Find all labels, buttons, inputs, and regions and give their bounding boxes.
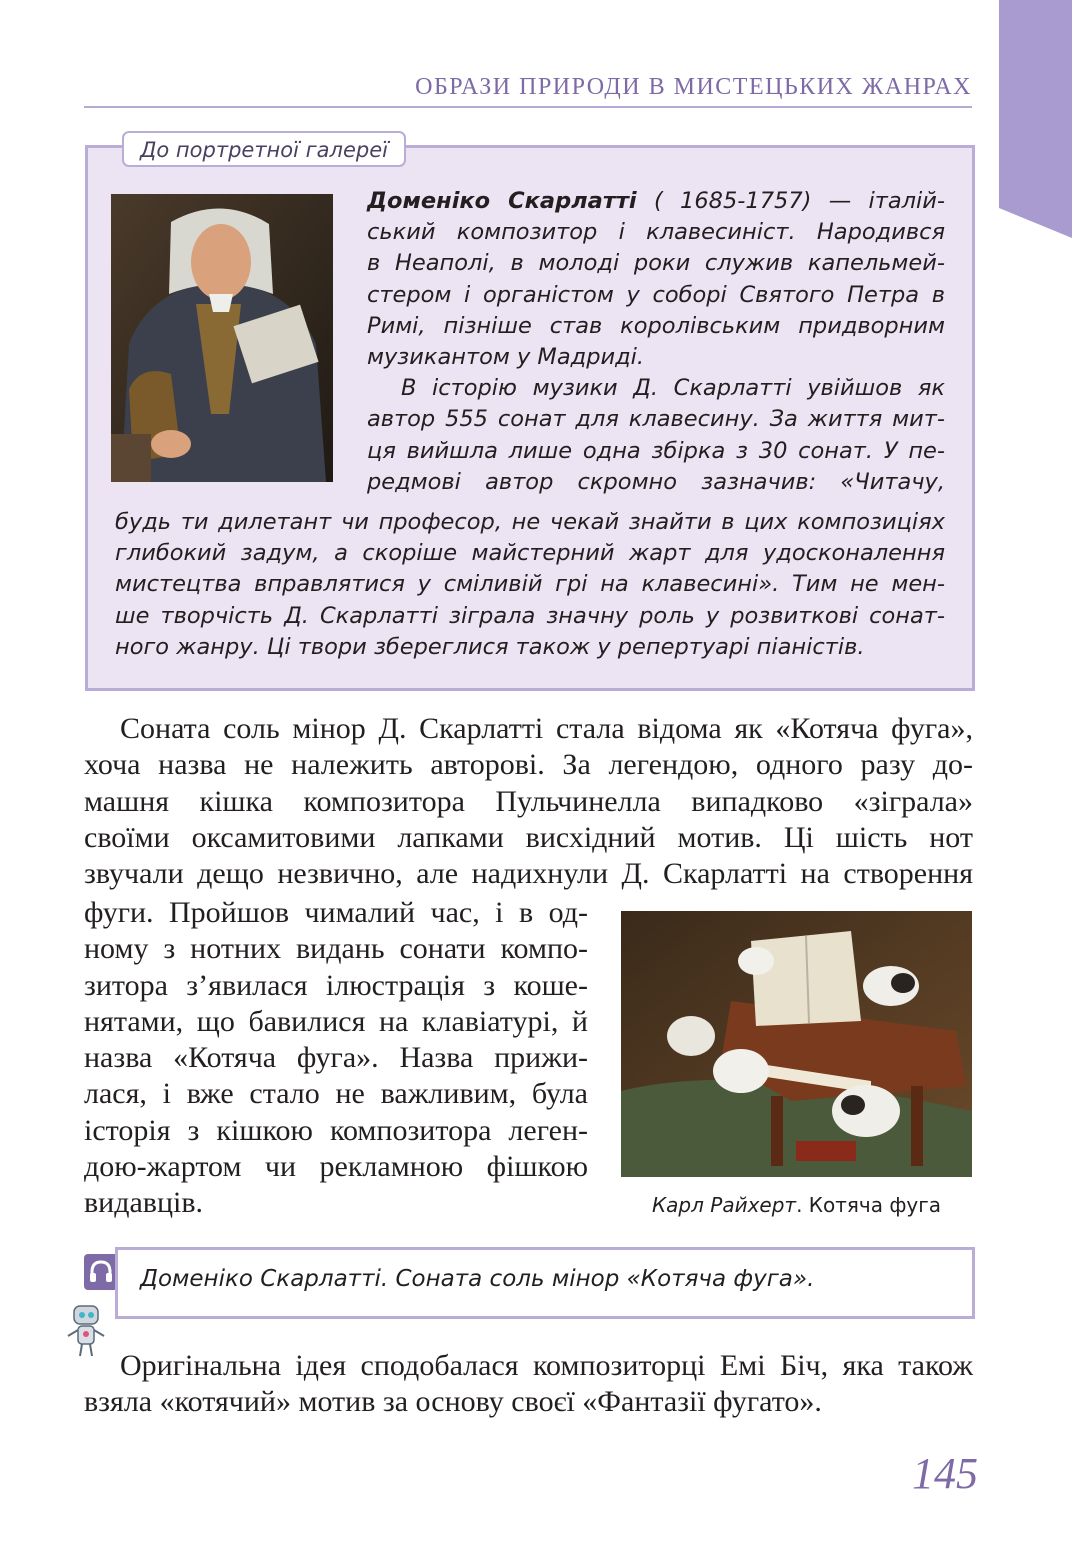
bio-line: редмові автор скромно зазначив: «Читачу, [367, 468, 945, 495]
bio-line: автор 555 сонат для клавесину. За життя мит- [367, 406, 945, 433]
composer-name: Доменіко Скарлатті [367, 188, 637, 214]
cat-fugue-painting [621, 911, 972, 1177]
text-line: взяла «котячий» мотив за основу своєї «Фантазії фугато». [84, 1385, 822, 1419]
bio-text-right [367, 186, 945, 498]
text-line: ному з нотних видань сонати компо- [84, 932, 588, 966]
painting-caption [621, 1193, 972, 1217]
bio-line: будь ти дилетант чи професор, не чекай знайти в цих композиціях [115, 509, 945, 535]
bio-line: В історію музики Д. Скарлатті увійшов як [401, 375, 945, 402]
page-number: 145 [912, 1449, 978, 1498]
caption-title: . Котяча фуга [796, 1193, 942, 1217]
text-line: дою-жартом чи рекламною фішкою [84, 1150, 588, 1184]
text-line: нятами, що бавилися на клавіатурі, й [84, 1004, 588, 1038]
text-line: своїми оксамитовими лапками висхідний мотив. Ці шість нот [84, 820, 973, 854]
caption-author: Карл Райхерт [651, 1193, 797, 1217]
bio-line: музикантом у Мадриді. [367, 344, 645, 371]
bio-line: Римі, пізніше став королівським придворним [367, 312, 945, 339]
bio-line: ський композитор і клавесиніст. Народився [367, 219, 945, 246]
gallery-tag: До портретної галереї [122, 131, 406, 167]
text-line: Соната соль мінор Д. Скарлатті стала відома як «Котяча фуга», [120, 712, 973, 745]
bio-line: мистецтва вправлятися у сміливій грі на клавесині». Тим не мен- [115, 571, 945, 598]
header-rule [84, 106, 972, 108]
text-line: машня кішка композитора Пульчинелла випадково «зіграла» [84, 784, 973, 818]
bio-line: ного жанру. Ці твори збереглися також у репертуарі піаністів. [115, 633, 865, 660]
text-line: фуги. Пройшов чималий час, і в од- [84, 896, 588, 929]
paragraph-fugue [84, 895, 588, 1222]
headphones-icon [84, 1254, 118, 1290]
scarlatti-portrait [111, 194, 333, 482]
text-line: зитора з’явилася ілюстрація з коше- [84, 968, 588, 1002]
paragraph-amy-beach [84, 1348, 973, 1421]
bio-text-full [115, 507, 945, 663]
text-line: видавців. [84, 1186, 204, 1220]
listening-task: Доменіко Скарлатті. Соната соль мінор «Котяча фуга». [140, 1266, 815, 1292]
bio-line: ( 1685-1757) — італій- [653, 188, 946, 214]
text-line: хоча назва не належить авторові. За легендою, одного разу до- [84, 748, 973, 782]
text-line: історія з кішкою композитора леген- [84, 1113, 588, 1147]
bio-line: глибокий задум, а скоріше майстерний жарт для удосконалення [115, 540, 945, 567]
paragraph-sonata [84, 711, 973, 892]
text-line: лася, і вже стало не важливим, була [84, 1077, 588, 1111]
bio-line: в Неаполі, в молоді роки служив капельмей- [367, 250, 945, 277]
bio-line: ше творчість Д. Скарлатті зіграла значну роль у розвиткові сонат- [115, 602, 945, 629]
bio-line: стером і органістом у соборі Святого Петра в [367, 281, 945, 308]
text-line: звучали дещо незвично, але надихнули Д. Скарлатті на створення [84, 857, 973, 891]
text-line: Оригінальна ідея сподобалася композиторці Емі Біч, яка також [120, 1349, 973, 1382]
bio-line: ця вийшла лише одна збірка з 30 сонат. У пе- [367, 437, 945, 464]
running-head: ОБРАЗИ ПРИРОДИ В МИСТЕЦЬКИХ ЖАНРАХ [415, 74, 972, 100]
text-line: назва «Котяча фуга». Назва прижи- [84, 1041, 588, 1075]
